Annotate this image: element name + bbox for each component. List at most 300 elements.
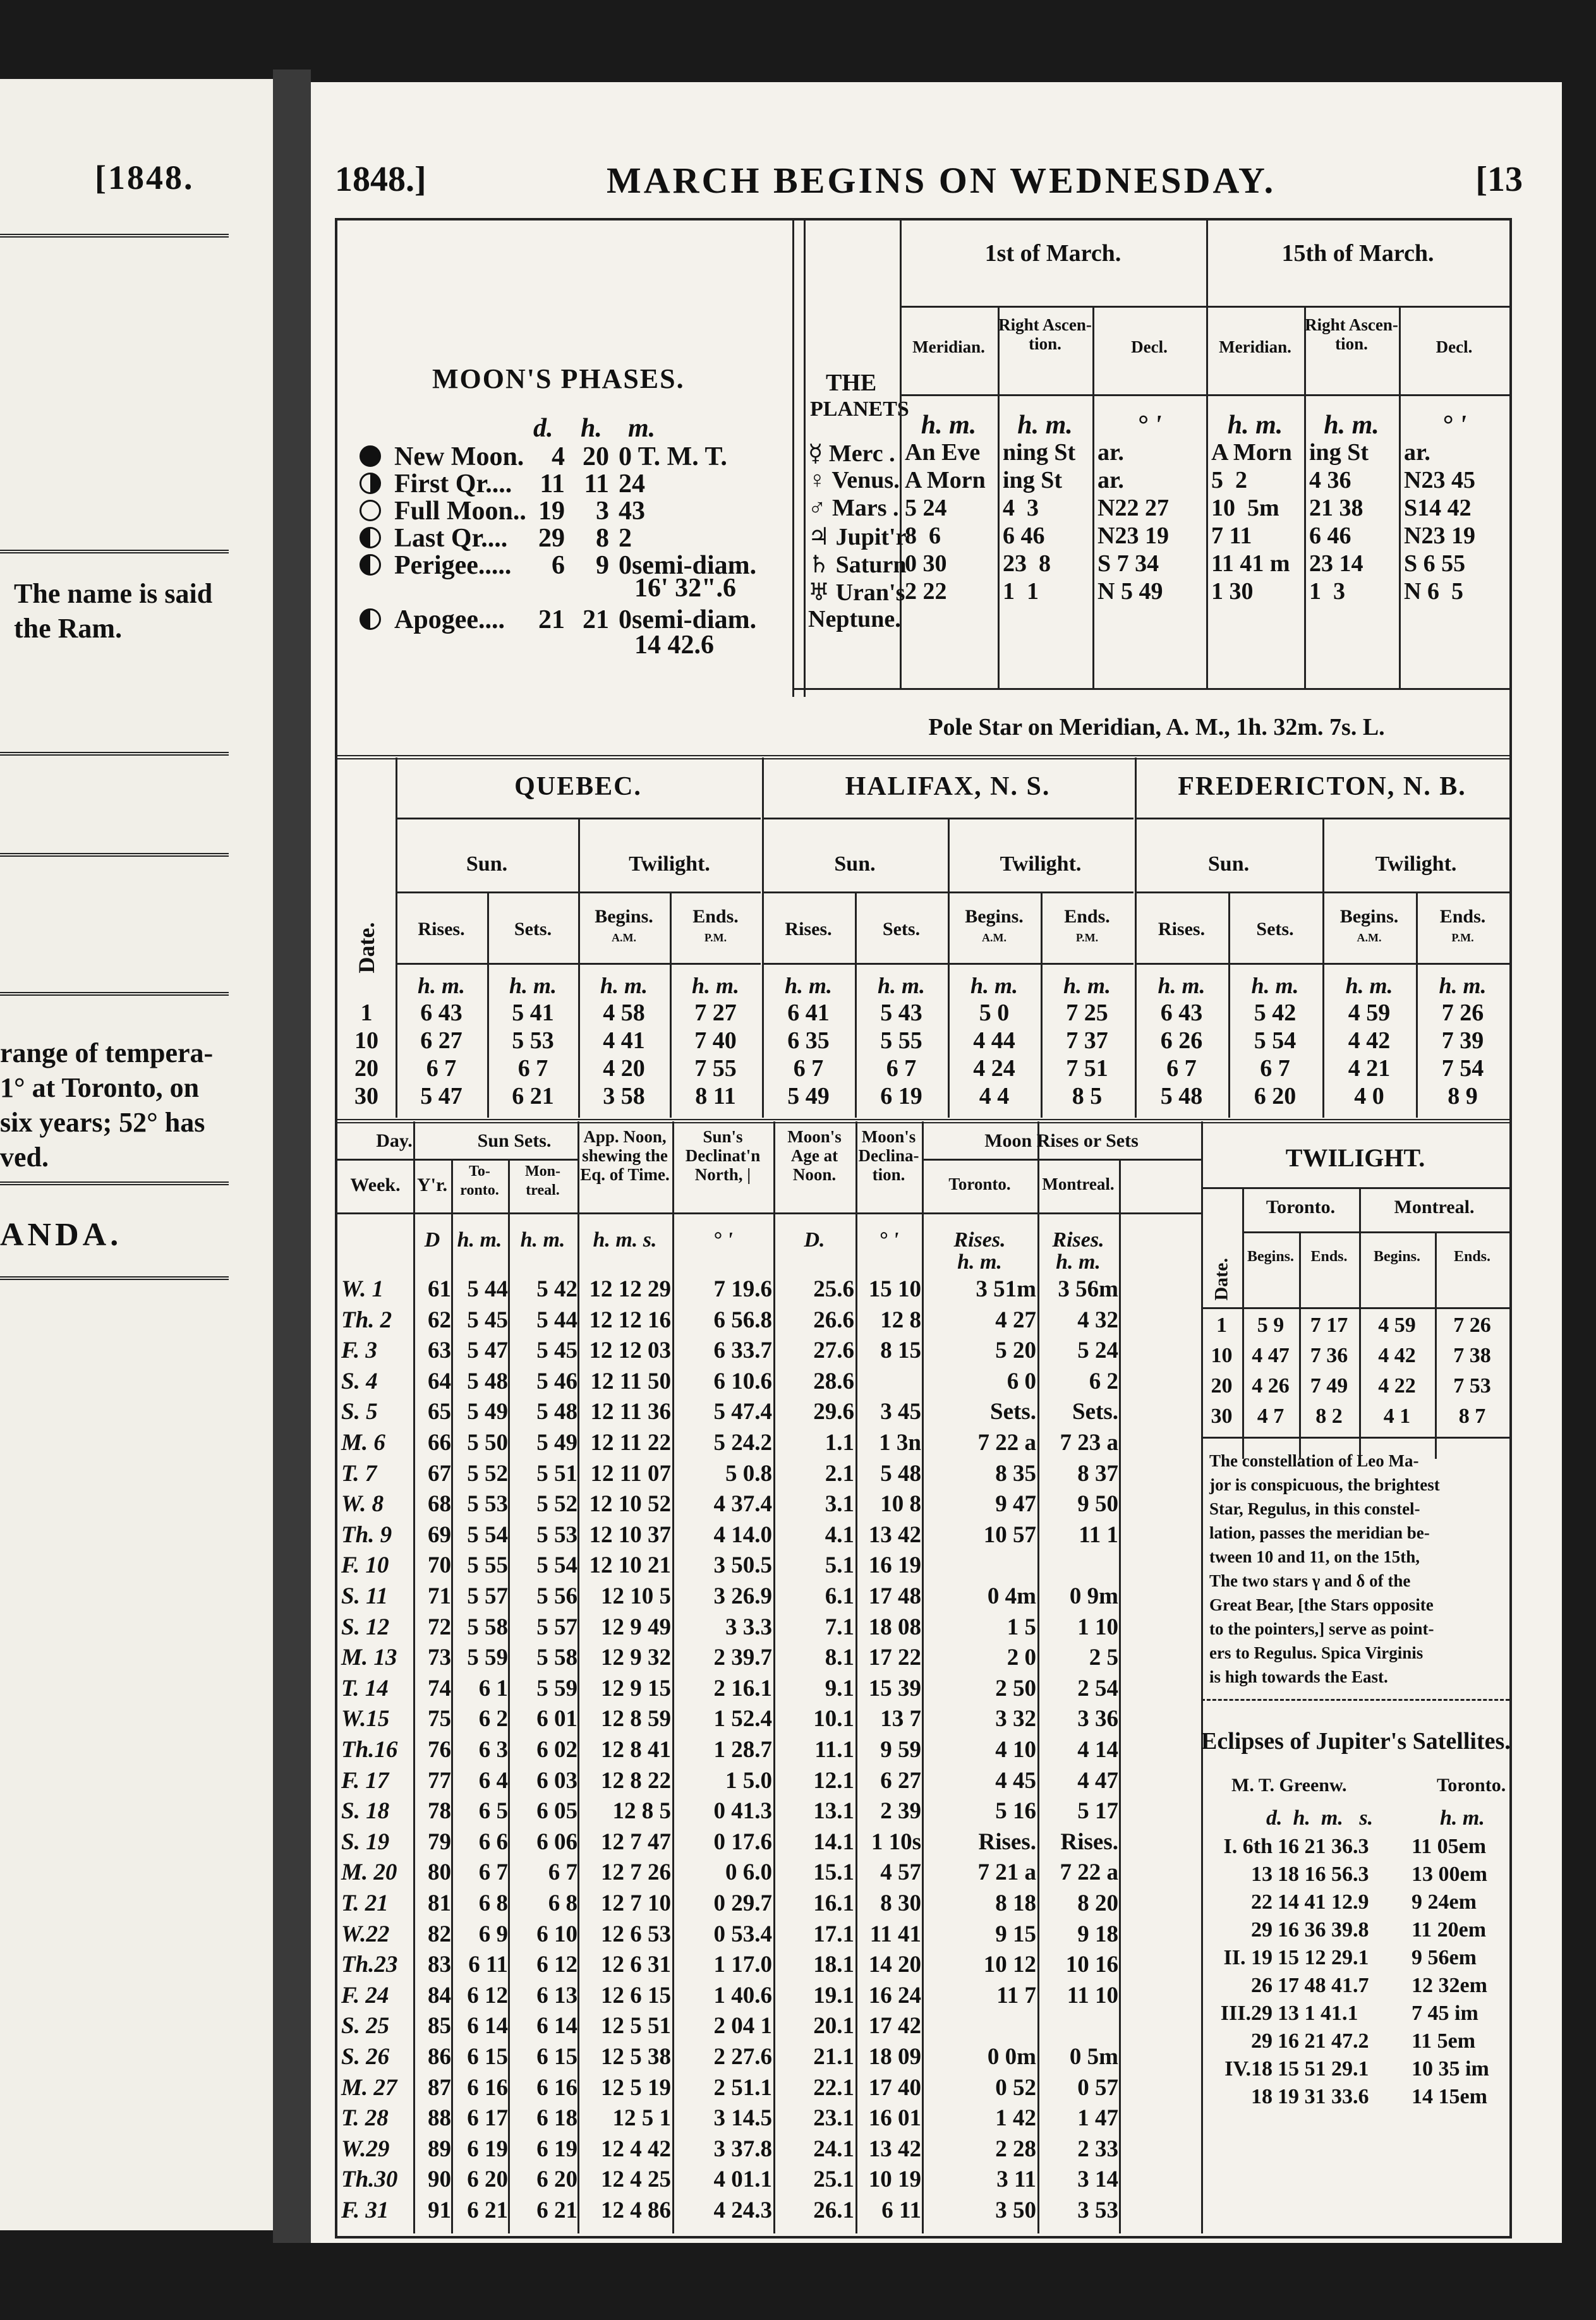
daily-cell: 1 47: [1077, 2105, 1118, 2132]
planet-name: Neptune.: [808, 606, 901, 632]
daily-cell: 12 4 42: [601, 2136, 671, 2162]
left-text-line: six years; 52° has: [0, 1107, 205, 1138]
unit-label: ° ': [1442, 411, 1466, 440]
col-head-sub: A.M.: [1357, 931, 1382, 944]
daily-cell: 0 4m: [987, 1583, 1036, 1609]
daily-cell: 18 08: [868, 1614, 921, 1640]
daily-cell: 6 13: [536, 1982, 577, 2009]
daily-cell: 68: [428, 1491, 451, 1518]
time-value: 8 11: [695, 1083, 736, 1109]
col-head-sub: A.M.: [612, 931, 636, 944]
app-noon-head: App. Noon, shewing the Eq. of Time.: [580, 1127, 670, 1184]
toronto-time: 13 00em: [1412, 1863, 1487, 1886]
daily-cell: 17 48: [868, 1583, 921, 1609]
satellite-date: 29: [1251, 1918, 1273, 1942]
daily-cell: 18 09: [868, 2044, 921, 2070]
daily-cell: 76: [428, 1737, 451, 1763]
daily-cell: 12 5 51: [601, 2013, 671, 2039]
sun-sets-head: Sun Sets.: [477, 1130, 552, 1151]
daily-cell: 8 18: [995, 1890, 1036, 1916]
daily-cell: 12 9 49: [601, 1614, 671, 1640]
daily-cell: 6 2: [1089, 1368, 1118, 1394]
divider: [1201, 1437, 1509, 1439]
greenwich-time: 14 41 12.9: [1278, 1890, 1369, 1914]
date-value: 20: [354, 1055, 378, 1082]
daily-cell: 16.1: [813, 1890, 854, 1916]
daily-cell: 26.6: [813, 1307, 854, 1333]
open-circle-icon: [360, 500, 381, 521]
planet-value: 7 11: [1211, 523, 1252, 549]
time-value: 4 59: [1348, 1000, 1391, 1026]
daily-cell: 2 5: [1089, 1645, 1118, 1671]
daily-cell: 24.1: [813, 2136, 854, 2162]
daily-cell: 12 10 37: [589, 1521, 671, 1548]
greenwich-time: 16 21 36.3: [1278, 1835, 1369, 1858]
daily-cell: 6 56.8: [713, 1307, 772, 1333]
daily-cell: 3 51m: [976, 1276, 1036, 1302]
daily-cell: T. 28: [341, 2105, 389, 2132]
daily-cell: 6 10.6: [713, 1368, 772, 1394]
planet-value: N23 45: [1404, 467, 1475, 493]
daily-cell: 10 57: [983, 1521, 1036, 1548]
twilight-value: 4 42: [1378, 1344, 1416, 1367]
daily-cell: 0 41.3: [713, 1798, 772, 1825]
daily-cell: 6 05: [536, 1798, 577, 1825]
unit-label: D.: [804, 1228, 825, 1252]
daily-cell: 10 12: [983, 1952, 1036, 1978]
greenwich-time: 18 16 56.3: [1278, 1863, 1369, 1886]
divider: [900, 306, 1509, 308]
daily-cell: 1 10: [1077, 1614, 1118, 1640]
moon-phase-hour: 9: [596, 551, 609, 580]
daily-cell: 5 54: [467, 1521, 508, 1548]
daily-cell: 6 8: [478, 1890, 508, 1916]
daily-cell: 12.1: [813, 1767, 854, 1794]
day-head: Day.: [376, 1130, 413, 1151]
daily-cell: 6 21: [467, 2197, 508, 2223]
daily-cell: 17.1: [813, 1921, 854, 1947]
daily-cell: 81: [428, 1890, 451, 1916]
planet-subhead: Meridian.: [912, 337, 985, 356]
daily-cell: 5 57: [536, 1614, 577, 1640]
twilight-value: 4 22: [1378, 1374, 1416, 1398]
time-value: 5 47: [420, 1083, 462, 1109]
daily-cell: 15 10: [868, 1276, 921, 1302]
daily-cell: 6 14: [536, 2013, 577, 2039]
daily-cell: 7 22 a: [977, 1430, 1036, 1456]
unit-label: h. m.: [1063, 973, 1111, 998]
daily-cell: 6 6: [478, 1828, 508, 1855]
planet-value: N22 27: [1097, 495, 1169, 521]
daily-cell: 6 16: [536, 2074, 577, 2101]
daily-cell: 12 9 15: [601, 1675, 671, 1701]
col-head: Rises.: [1158, 919, 1206, 939]
daily-cell: 14 20: [868, 1952, 921, 1978]
daily-cell: 8 35: [995, 1460, 1036, 1487]
first-quarter-icon: [360, 473, 381, 494]
daily-cell: Th.30: [341, 2166, 398, 2193]
greenwich-time: 16 36 39.8: [1278, 1918, 1369, 1942]
daily-cell: 89: [428, 2136, 451, 2162]
daily-cell: 8 37: [1077, 1460, 1118, 1487]
toronto-time: 10 35 im: [1412, 2057, 1489, 2081]
divider: [900, 394, 1509, 396]
note-line: jor is conspicuous, the brightest: [1209, 1475, 1440, 1494]
moon-toronto-head: Toronto.: [948, 1175, 1011, 1193]
time-value: 6 7: [793, 1055, 824, 1082]
divider: [1135, 963, 1509, 965]
planet-value: 21 38: [1309, 495, 1363, 521]
daily-cell: 7 21 a: [977, 1859, 1036, 1886]
daily-cell: 90: [428, 2166, 451, 2193]
daily-cell: 12 11 07: [590, 1460, 671, 1487]
page-header: [335, 159, 1523, 210]
unit-label: h. m. s.: [593, 1228, 657, 1252]
unit-label: ° ': [1137, 411, 1162, 440]
unit-label: h. m.: [1017, 411, 1073, 440]
daily-cell: 4 24.3: [713, 2197, 772, 2223]
daily-cell: 17 42: [868, 2013, 921, 2039]
twilight-value: 5 9: [1257, 1314, 1285, 1337]
col-head: Sets.: [882, 919, 921, 939]
planets-label: THE: [826, 370, 877, 396]
note-line: The two stars γ and δ of the: [1209, 1571, 1411, 1590]
planet-name: ☿ Merc .: [808, 440, 895, 467]
daily-cell: 15 39: [868, 1675, 921, 1701]
moon-phase-minute: 24: [619, 469, 645, 498]
daily-cell: 1 17.0: [713, 1952, 772, 1978]
moon-phases-title: MOON'S PHASES.: [432, 363, 685, 394]
unit-label: h. m.: [457, 1228, 502, 1252]
col-head-sub: P.M.: [1075, 931, 1099, 944]
daily-cell: 63: [428, 1338, 451, 1364]
daily-cell: 1 52.4: [713, 1706, 772, 1732]
daily-cell: 6 7: [478, 1859, 508, 1886]
unit-label: h. m.: [417, 973, 466, 998]
time-value: 5 54: [1254, 1027, 1297, 1054]
moon-col-h: h.: [581, 414, 602, 443]
daily-cell: 6 11: [468, 1952, 508, 1978]
daily-cell: 0 17.6: [713, 1828, 772, 1855]
left-page-header: [1848.: [95, 159, 195, 196]
daily-cell: 12 12 03: [589, 1338, 671, 1364]
daily-cell: 4 14: [1077, 1737, 1118, 1763]
daily-cell: 12 12 16: [589, 1307, 671, 1333]
divider: [762, 963, 1134, 965]
daily-cell: W.15: [341, 1706, 390, 1732]
time-value: 7 51: [1066, 1055, 1108, 1082]
time-value: 5 0: [979, 1000, 1010, 1026]
planet-value: 6 46: [1309, 523, 1351, 549]
daily-cell: 1 5.0: [725, 1767, 772, 1794]
daily-cell: 2 50: [995, 1675, 1036, 1701]
daily-cell: 13 7: [880, 1706, 921, 1732]
year-head: Y'r.: [416, 1175, 448, 1195]
daily-cell: 77: [428, 1767, 451, 1794]
divider: [396, 963, 761, 965]
planets-label: PLANETS: [810, 397, 909, 421]
daily-cell: 5 46: [536, 1368, 577, 1394]
daily-cell: 0 57: [1077, 2074, 1118, 2101]
unit-label: h. m.: [520, 1228, 565, 1252]
daily-cell: 5 48: [467, 1368, 508, 1394]
twilight-value: 20: [1211, 1374, 1233, 1398]
time-value: 7 54: [1441, 1055, 1484, 1082]
daily-cell: 5.1: [825, 1552, 854, 1579]
planet-subhead: Decl.: [1131, 337, 1168, 356]
note-line: to the pointers,] serve as point-: [1209, 1619, 1434, 1638]
divider: [922, 1121, 924, 2233]
daily-cell: 86: [428, 2044, 451, 2070]
time-value: 4 20: [603, 1055, 645, 1082]
divider: [0, 1276, 229, 1280]
daily-cell: 2 28: [995, 2136, 1036, 2162]
daily-cell: 12 8 22: [601, 1767, 671, 1794]
first-march-head: 1st of March.: [984, 240, 1121, 267]
daily-cell: 3.1: [825, 1491, 854, 1518]
moon-phase-day: 4: [552, 442, 565, 471]
col-head: Begins.: [1339, 906, 1399, 927]
daily-cell: 5 0.8: [725, 1460, 772, 1487]
daily-cell: F. 10: [341, 1552, 389, 1579]
daily-cell: 6 7: [548, 1859, 577, 1886]
daily-cell: 22.1: [813, 2074, 854, 2101]
unit-label: Rises.: [1052, 1228, 1104, 1252]
daily-cell: 9 50: [1077, 1491, 1118, 1518]
daily-cell: 6 1: [478, 1675, 508, 1701]
daily-cell: 2 33: [1077, 2136, 1118, 2162]
daily-cell: 0 29.7: [713, 1890, 772, 1916]
daily-cell: 27.6: [813, 1338, 854, 1364]
daily-cell: 61: [428, 1276, 451, 1302]
daily-cell: 15.1: [813, 1859, 854, 1886]
unit-label: Rises.: [953, 1228, 1006, 1252]
time-value: 6 43: [420, 1000, 462, 1026]
daily-cell: S. 12: [341, 1614, 390, 1640]
daily-cell: 5 48: [536, 1399, 577, 1425]
daily-cell: 11 7: [996, 1982, 1036, 2009]
note-line: The constellation of Leo Ma-: [1209, 1451, 1419, 1470]
daily-cell: 5 56: [536, 1583, 577, 1609]
twilight-value: 7 49: [1310, 1374, 1348, 1398]
unit-label: h. m.: [1439, 973, 1487, 998]
time-value: 5 43: [880, 1000, 922, 1026]
planet-value: 0 30: [905, 550, 947, 577]
daily-cell: M. 6: [341, 1430, 385, 1456]
planet-value: 8 6: [905, 523, 941, 549]
col-head: Sets.: [1256, 919, 1294, 939]
time-value: 6 41: [787, 1000, 830, 1026]
left-text-line: 1° at Toronto, on: [0, 1072, 200, 1103]
twilight-toronto-head: Toronto.: [1266, 1197, 1336, 1217]
unit-label: ° ': [713, 1228, 733, 1252]
daily-cell: 5 59: [467, 1645, 508, 1671]
moon-phase-name: First Qr....: [394, 469, 512, 498]
unit-label: d. h. m. s.: [1266, 1806, 1374, 1830]
time-value: 6 19: [880, 1083, 922, 1109]
daily-cell: 12 8 5: [612, 1798, 671, 1825]
daily-cell: 1 42: [995, 2105, 1036, 2132]
daily-cell: 0 0m: [987, 2044, 1036, 2070]
daily-cell: 6 12: [536, 1952, 577, 1978]
daily-cell: 6 0: [1007, 1368, 1036, 1394]
unit-label: ° ': [878, 1228, 899, 1252]
daily-cell: 3 36: [1077, 1706, 1118, 1732]
daily-cell: 6 21: [536, 2197, 577, 2223]
satellite-date: 22: [1251, 1890, 1273, 1914]
ends-head: Ends.: [1453, 1248, 1491, 1265]
daily-cell: 4 57: [880, 1859, 921, 1886]
daily-cell: 12 11 36: [590, 1399, 671, 1425]
twilight-value: 10: [1211, 1344, 1233, 1367]
daily-cell: 0 53.4: [713, 1921, 772, 1947]
daily-cell: 5 48: [880, 1460, 921, 1487]
planet-value: S 7 34: [1097, 550, 1159, 577]
daily-cell: Rises.: [978, 1828, 1036, 1855]
twilight-value: 7 17: [1310, 1314, 1348, 1337]
daily-cell: 12 8 59: [601, 1706, 671, 1732]
divider: [1206, 221, 1208, 688]
almanac-frame: [335, 218, 1512, 2238]
begins-head: Begins.: [1373, 1248, 1420, 1265]
daily-cell: 20.1: [813, 2013, 854, 2039]
sun-decl-head: Sun's Declinat'n North, |: [685, 1127, 761, 1184]
daily-cell: 5 49: [467, 1399, 508, 1425]
time-value: 4 24: [973, 1055, 1015, 1082]
daily-cell: 4 47: [1077, 1767, 1118, 1794]
daily-cell: F. 31: [341, 2197, 389, 2223]
moon-phase-name: Apogee....: [394, 605, 505, 634]
daily-cell: 5 57: [467, 1583, 508, 1609]
daily-cell: 12 5 1: [612, 2105, 671, 2132]
time-value: 6 7: [426, 1055, 457, 1082]
col-head: Ends.: [1439, 906, 1486, 927]
left-text-line: range of tempera-: [0, 1037, 214, 1068]
planet-name: ♄ Saturn: [808, 552, 907, 578]
planet-value: 4 36: [1309, 467, 1351, 493]
daily-cell: 69: [428, 1521, 451, 1548]
planet-subhead: Right Ascen- tion.: [998, 315, 1092, 353]
montreal-head: Mon- treal.: [525, 1163, 560, 1199]
twilight-head: Twilight.: [1000, 852, 1082, 876]
unit-label: h. m.: [1227, 411, 1283, 440]
daily-cell: 6 02: [536, 1737, 577, 1763]
daily-cell: 4.1: [825, 1521, 854, 1548]
divider: [337, 1212, 1201, 1214]
daily-cell: 5 24: [1077, 1338, 1118, 1364]
daily-cell: F. 17: [341, 1767, 389, 1794]
daily-cell: W.29: [341, 2136, 390, 2162]
unit-label: h. m.: [921, 411, 977, 440]
planet-value: 6 46: [1003, 523, 1045, 549]
time-value: 3 58: [603, 1083, 645, 1109]
twilight-head: Twilight.: [629, 852, 710, 876]
planet-value: 5 2: [1211, 467, 1247, 493]
city-name: FREDERICTON, N. B.: [1178, 772, 1466, 801]
daily-cell: 21.1: [813, 2044, 854, 2070]
daily-cell: 12 7 47: [601, 1828, 671, 1855]
daily-cell: 0 52: [995, 2074, 1036, 2101]
moon-phase-name: Last Qr....: [394, 524, 508, 553]
twilight-montreal-head: Montreal.: [1394, 1197, 1475, 1217]
note-line: tween 10 and 11, on the 15th,: [1209, 1547, 1420, 1566]
planet-subhead: Decl.: [1436, 337, 1473, 356]
greenwich-time: 17 48 41.7: [1278, 1974, 1369, 1997]
planet-value: N23 19: [1097, 523, 1169, 549]
satellite-date: II. 19: [1223, 1946, 1273, 1969]
planet-value: 1 30: [1211, 578, 1254, 605]
left-text-line: the Ram.: [14, 613, 123, 644]
daily-cell: 3 50.5: [713, 1552, 772, 1579]
time-value: 6 7: [1260, 1055, 1290, 1082]
twilight-value: 7 53: [1453, 1374, 1491, 1398]
daily-cell: Th. 9: [341, 1521, 392, 1548]
filled-circle-icon: [360, 445, 381, 467]
daily-cell: 3 14: [1077, 2166, 1118, 2193]
moon-phase-name: Full Moon..: [394, 497, 526, 526]
daily-cell: S. 19: [341, 1828, 390, 1855]
daily-cell: 4 14.0: [713, 1521, 772, 1548]
note-line: Great Bear, [the Stars opposite: [1209, 1595, 1434, 1614]
book-gutter: [273, 69, 311, 2243]
daily-cell: S. 11: [341, 1583, 389, 1609]
daily-cell: 6 10: [536, 1921, 577, 1947]
city-name: HALIFAX, N. S.: [845, 772, 1051, 801]
daily-cell: 6 3: [478, 1737, 508, 1763]
moon-phase-day: 11: [540, 469, 565, 498]
toronto-time: 9 24em: [1412, 1890, 1477, 1914]
daily-cell: Rises.: [1060, 1828, 1118, 1855]
moon-phase-hour: 11: [584, 469, 609, 498]
planet-subhead: Right Ascen- tion.: [1305, 315, 1398, 353]
daily-cell: 80: [428, 1859, 451, 1886]
twilight-title: TWILIGHT.: [1285, 1144, 1425, 1172]
daily-cell: 5 49: [536, 1430, 577, 1456]
daily-cell: 83: [428, 1952, 451, 1978]
daily-cell: S. 18: [341, 1798, 390, 1825]
time-value: 8 9: [1448, 1083, 1478, 1109]
planet-value: S14 42: [1404, 495, 1472, 521]
left-section-title: ANDA.: [0, 1217, 123, 1253]
col-head: Ends.: [1064, 906, 1110, 927]
daily-cell: 25.1: [813, 2166, 854, 2193]
daily-cell: 5 58: [467, 1614, 508, 1640]
daily-cell: 12 4 25: [601, 2166, 671, 2193]
divider: [0, 234, 229, 238]
daily-cell: 82: [428, 1921, 451, 1947]
daily-cell: 3 50: [995, 2197, 1036, 2223]
daily-cell: 8 15: [880, 1338, 921, 1364]
daily-cell: 14.1: [813, 1828, 854, 1855]
daily-cell: 5 52: [467, 1460, 508, 1487]
unit-label: h. m.: [1440, 1806, 1485, 1830]
moon-phase-minute: 2: [619, 524, 632, 553]
daily-cell: 6 20: [467, 2166, 508, 2193]
daily-cell: T. 14: [341, 1675, 389, 1701]
daily-cell: 26.1: [813, 2197, 854, 2223]
planet-value: A Morn: [1211, 439, 1292, 466]
satellite-date: 18: [1251, 2085, 1273, 2108]
daily-cell: 3 14.5: [713, 2105, 772, 2132]
header-year: 1848.]: [335, 160, 426, 199]
daily-cell: 5 55: [467, 1552, 508, 1579]
daily-cell: 6 14: [467, 2013, 508, 2039]
last-quarter-icon: [360, 527, 381, 548]
daily-cell: 6 2: [478, 1706, 508, 1732]
time-value: 5 41: [512, 1000, 554, 1026]
time-value: 4 58: [603, 1000, 645, 1026]
daily-cell: 5 47.4: [713, 1399, 772, 1425]
